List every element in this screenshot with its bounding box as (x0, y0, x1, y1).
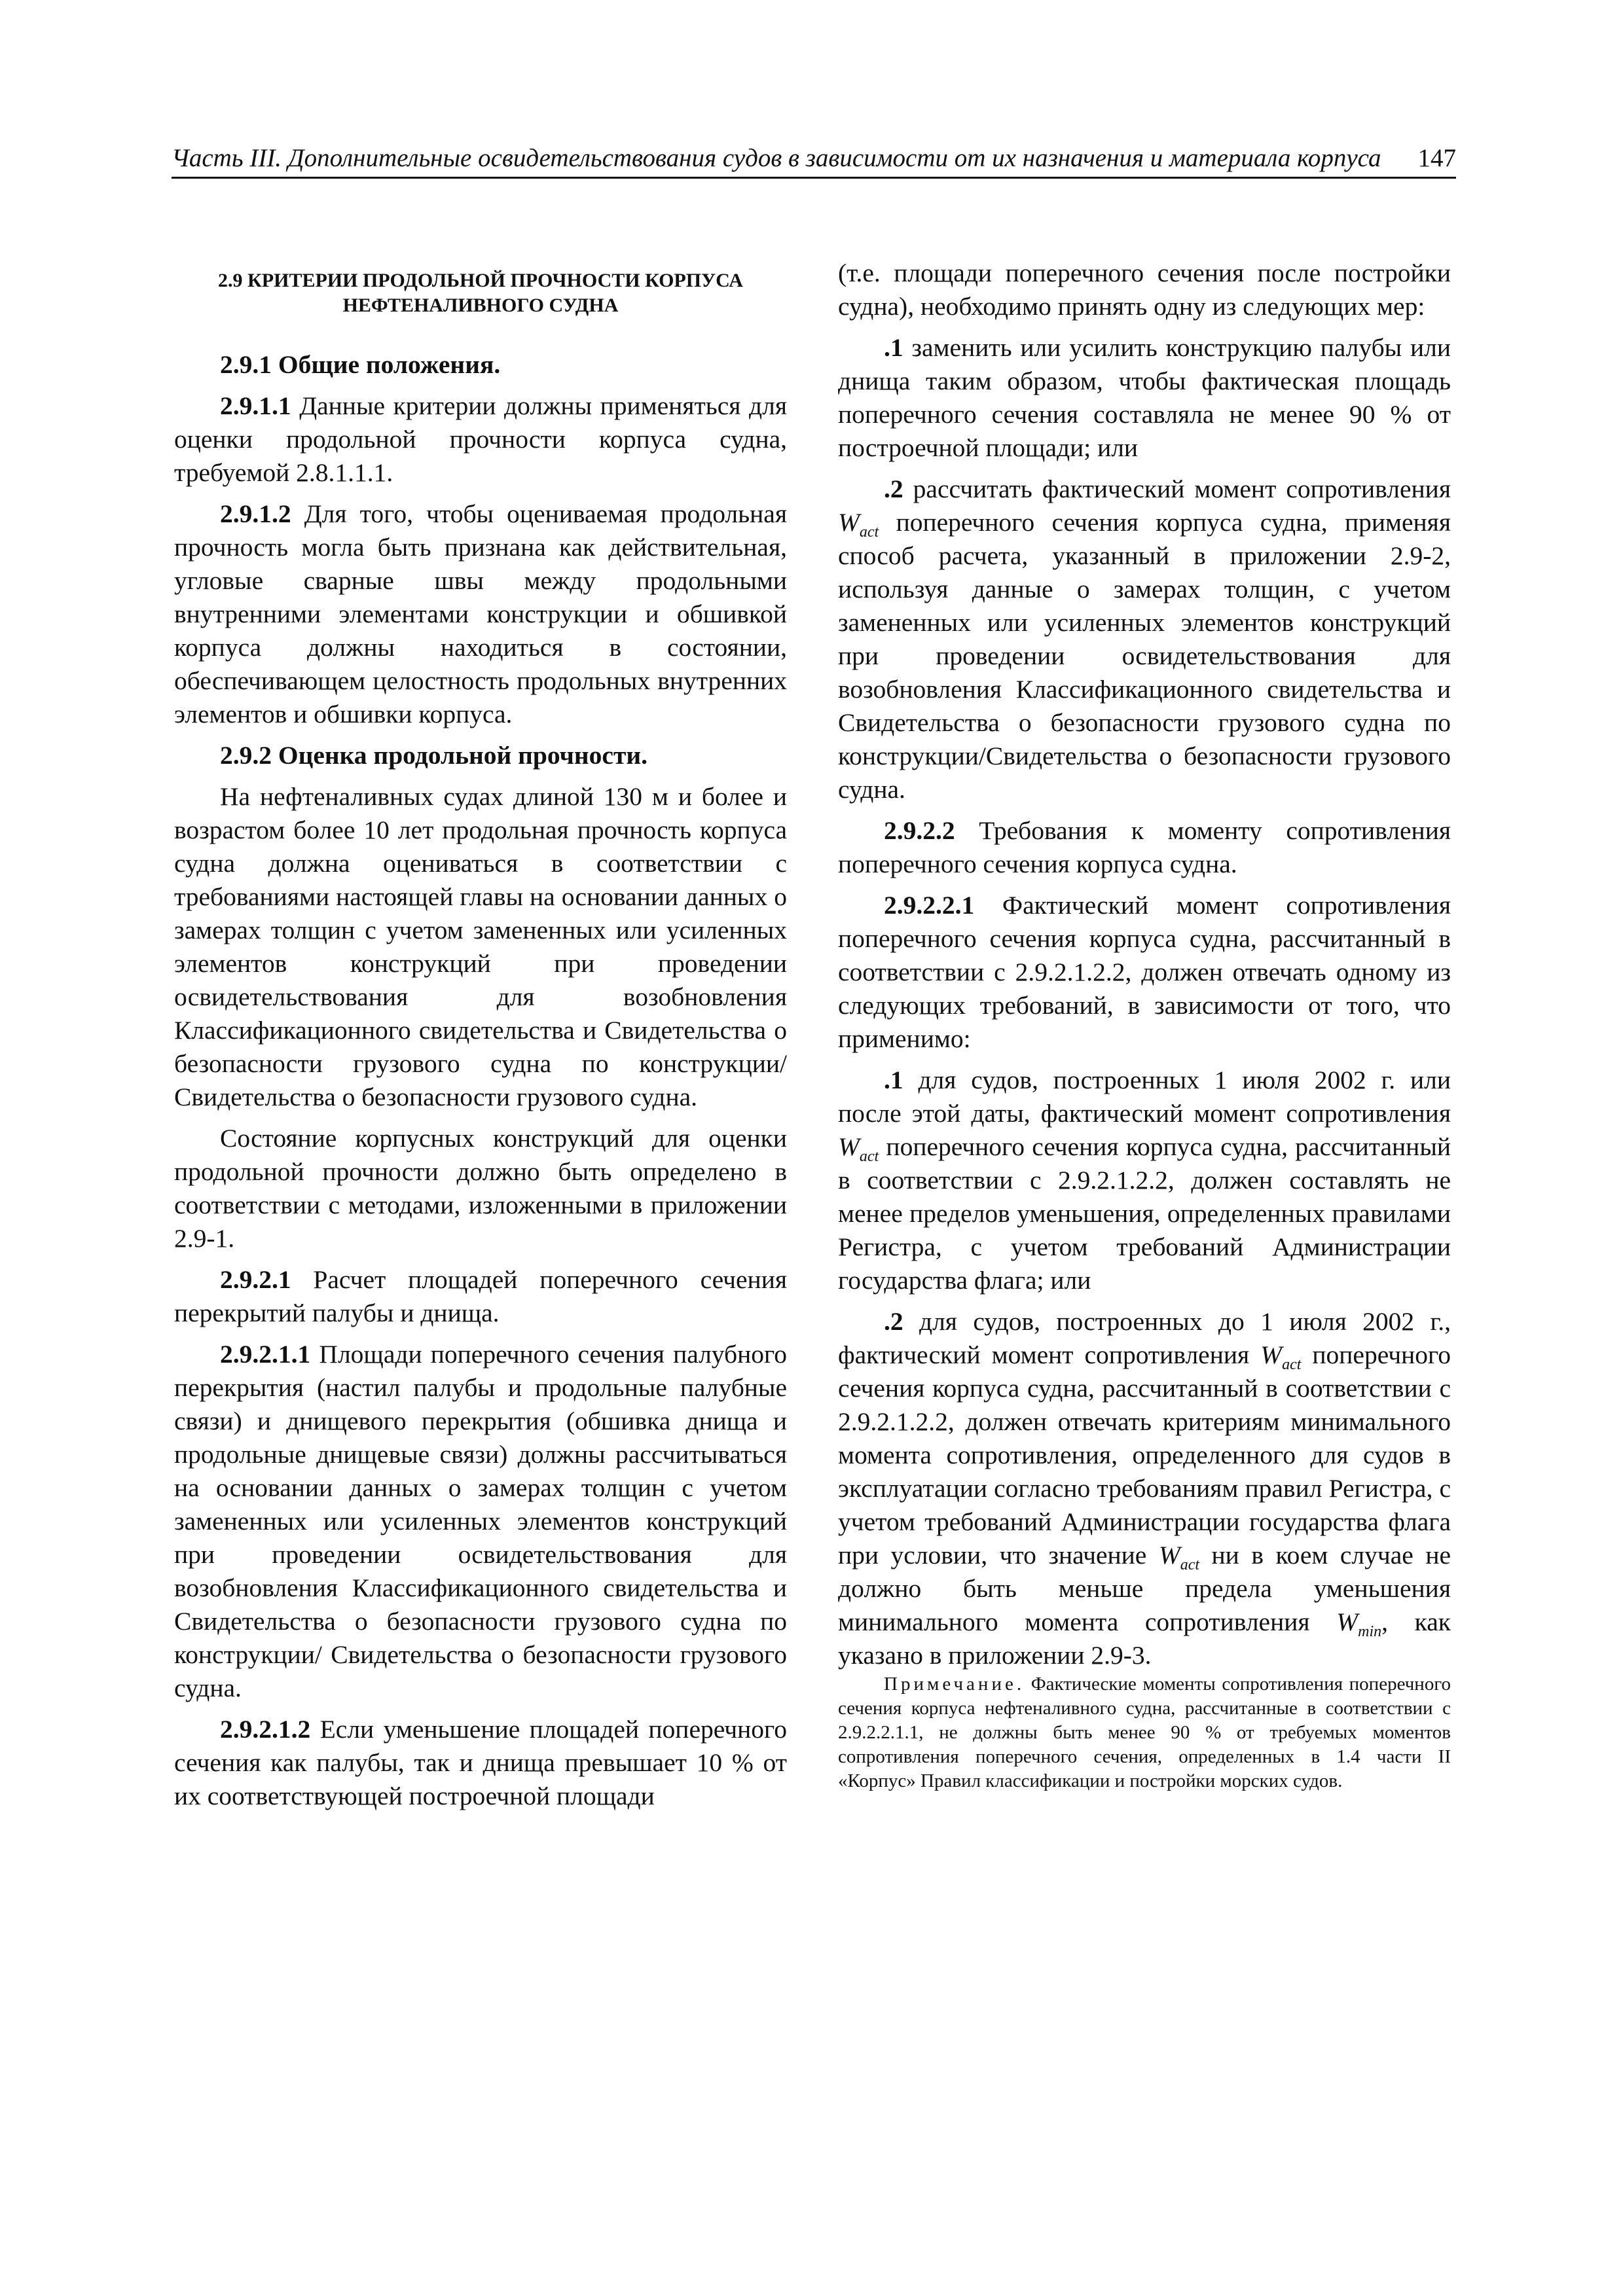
clause-text: Площади поперечного сечения палубного перекрытия (настил палубы и продольные палубные связи) и днищевого перекрытия (обшивка днища и продольные днищевые связи) должны рассчитываться на основании данных о замерах толщин с учетом замененных или усиленных элементов конструкций при проведении освидетельствования для возобновления Классификационного свидетельства и Свидетельства о безопасности грузового судна по конструкции/ Свидетельства о безопасности грузового судна. (174, 1340, 787, 1702)
clause-text: Для того, чтобы оцениваемая продольная прочность могла быть признана как действительная, угловые сварные швы между продольными внутренними элементами конструкции и обшивкой корпуса должны находиться в состоянии, обеспечивающем целостность продольных внутренних элементов и обшивки корпуса. (174, 499, 787, 728)
item-text-cont2: ни в коем случае не должно быть меньше предела уменьшения минимального момента сопротивления (838, 1541, 1451, 1636)
requirement-item-2 (838, 1305, 1451, 1672)
paragraph-assessment-intro: На нефтеналивных судах длиной 130 м и более и возрастом более 10 лет продольная прочность корпуса судна должна оцениваться в соответствии с требованиями настоящей главы на основании данных о замерах толщин с учетом замененных или усиленных элементов конструкций при проведении освидетельствования для возобновления Классификационного свидетельства и Свидетельства о безопасности грузового судна по конструкции/ Свидетельства о безопасности грузового судна. (174, 782, 787, 1111)
paragraph-2-9-2-1 (174, 1263, 787, 1330)
item-text-cont: поперечного сечения корпуса судна, применяя способ расчета, указанный в приложении 2.9-2, используя данные о замерах толщин, с учетом замененных или усиленных элементов конструкций при проведении освидетельствования для возобновления Классификационного свидетельства и Свидетельства о безопасности грузового судна по конструкции/Свидетельства о безопасности грузового судна. (838, 508, 1451, 804)
subsection-heading-general (174, 348, 787, 382)
item-text: для судов, построенных 1 июля 2002 г. или после этой даты, фактический момент сопротивления (838, 1066, 1451, 1128)
heading-text: 2.9.2 Оценка продольной прочности. (220, 741, 647, 770)
note-label: Примечание. (884, 1674, 1025, 1695)
section-title (174, 257, 787, 318)
item-text-end: , как указано в приложении 2.9-3. (838, 1607, 1451, 1670)
paragraph-2-9-2-2 (838, 814, 1451, 881)
item-number: .1 (884, 1066, 903, 1094)
item-text: заменить или усилить конструкцию палубы или днища таким образом, чтобы фактическая площадь поперечного сечения составляла не менее 90 % от построечной площади; или (838, 333, 1451, 462)
w-symbol: W (1260, 1340, 1283, 1369)
paragraph-continuation: (т.е. площади поперечного сечения после постройки судна), необходимо принять одну из следующих мер: (838, 259, 1451, 321)
item-number: .1 (884, 333, 903, 362)
page-number: 147 (1417, 144, 1456, 172)
clause-number: 2.9.1.2 (220, 499, 291, 528)
w-act-symbol (1260, 1340, 1302, 1373)
heading-text: 2.9.1 Общие положения. (220, 350, 501, 379)
item-text: для судов, построенных до 1 июля 2002 г., фактический момент сопротивления (838, 1307, 1451, 1369)
w-symbol: W (838, 1132, 860, 1161)
paragraph-2-9-2-1-1 (174, 1338, 787, 1705)
clause-text: Расчет площадей поперечного сечения перекрытий палубы и днища. (174, 1265, 787, 1327)
item-number: .2 (884, 475, 903, 503)
clause-text: Если уменьшение площадей поперечного сечения как палубы, так и днища превышает 10 % от их соответствующей построечной площади (174, 1715, 787, 1810)
item-text: рассчитать фактический момент сопротивления (903, 475, 1451, 503)
running-header (172, 139, 1456, 179)
clause-text: Данные критерии должны применяться для оценки продольной прочности корпуса судна, требуемой 2.8.1.1.1. (174, 391, 787, 487)
paragraph-2-9-2-2-1 (838, 889, 1451, 1056)
clause-number: 2.9.2.1.1 (220, 1340, 311, 1369)
w-symbol: W (1158, 1541, 1180, 1570)
paragraph-2-9-1-1 (174, 389, 787, 490)
clause-number: 2.9.1.1 (220, 391, 291, 420)
right-column (838, 257, 1451, 1793)
item-text-cont: поперечного сечения корпуса судна, рассчитанный в соответствии с 2.9.2.1.2.2, должен составлять не менее пределов уменьшения, определенных правилами Регистра, с учетом требований Администрации государства флага; или (838, 1132, 1451, 1295)
running-title: Часть III. Дополнительные освидетельствования судов в зависимости от их назначения и материала корпуса (172, 144, 1381, 172)
item-text-cont: поперечного сечения корпуса судна, рассчитанный в соответствии с 2.9.2.1.2.2, должен отвечать критериям минимального момента сопротивления, определенного для судов в эксплуатации согласно требованиям правил Регистра, с учетом требований Администрации государства флага при условии, что значение (838, 1340, 1451, 1570)
clause-text: Требования к моменту сопротивления поперечного сечения корпуса судна. (838, 816, 1451, 878)
act-subscript: act (1282, 1355, 1302, 1373)
w-act-symbol (1158, 1541, 1200, 1573)
w-act-symbol (838, 1132, 879, 1165)
list-item-2 (838, 473, 1451, 806)
clause-number: 2.9.2.1 (220, 1265, 291, 1294)
w-symbol: W (1336, 1607, 1359, 1636)
min-subscript: min (1358, 1623, 1382, 1640)
subsection-heading-assessment (174, 739, 787, 772)
act-subscript: act (859, 523, 879, 541)
paragraph-hull-condition: Состояние корпусных конструкций для оценки продольной прочности должно быть определено в соответствии с методами, изложенными в приложении 2.9-1. (174, 1124, 787, 1253)
clause-number: 2.9.2.2.1 (884, 891, 975, 920)
requirement-item-1 (838, 1064, 1451, 1297)
clause-number: 2.9.2.2 (884, 816, 955, 845)
list-item-1 (838, 331, 1451, 465)
item-number: .2 (884, 1307, 903, 1336)
section-title-line1: 2.9 КРИТЕРИИ ПРОДОЛЬНОЙ ПРОЧНОСТИ КОРПУСА (218, 270, 743, 291)
section-title-line2: НЕФТЕНАЛИВНОГО СУДНА (342, 295, 619, 316)
note (838, 1672, 1451, 1793)
paragraph-2-9-2-1-2 (174, 1713, 787, 1813)
act-subscript: act (1180, 1556, 1200, 1573)
clause-text: Фактический момент сопротивления поперечного сечения корпуса судна, рассчитанный в соответствии с 2.9.2.1.2.2, должен отвечать одному из следующих требований, в зависимости от того, что применимо: (838, 891, 1451, 1053)
paragraph-2-9-1-2 (174, 497, 787, 731)
w-act-symbol (838, 508, 879, 541)
note-text: Фактические моменты сопротивления поперечного сечения корпуса нефтеналивного судна, рассчитанные в соответствии с 2.9.2.2.1.1, не должны быть менее 90 % от требуемых моментов сопротивления поперечного сечения, определенных в 1.4 части II «Корпус» Правил классификации и постройки морских судов. (838, 1674, 1451, 1791)
w-symbol: W (838, 508, 860, 537)
left-column (174, 257, 787, 1813)
act-subscript: act (859, 1147, 879, 1165)
w-min-symbol (1336, 1607, 1382, 1640)
clause-number: 2.9.2.1.2 (220, 1715, 311, 1744)
